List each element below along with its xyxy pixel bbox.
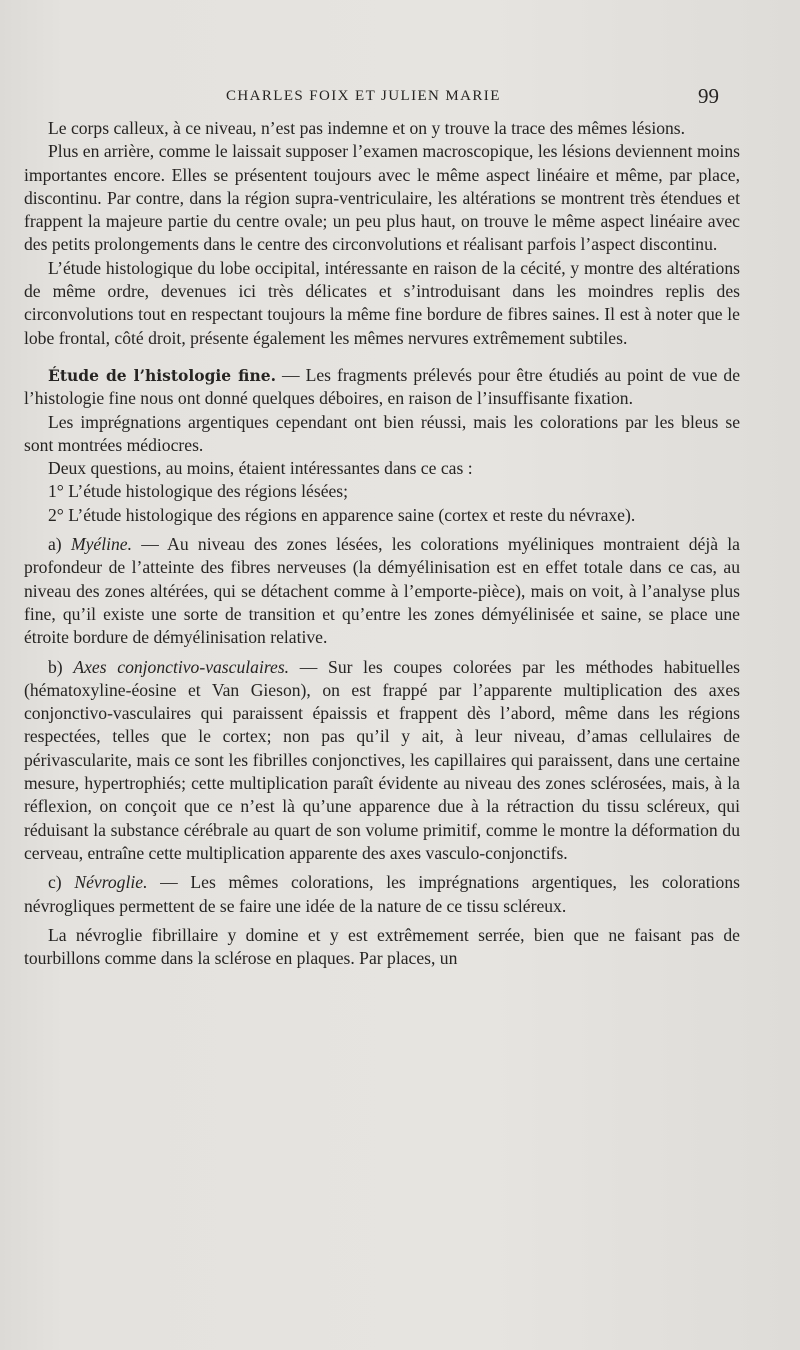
- paragraph-text: — Sur les coupes colorées par les méthodes habituelles (hématoxyline-éosine et Van Gieson), on est frappé par l’apparente multiplication des axes conjonctivo-vasculaires qui paraissent épaissis et frappent dès l’abord, même dans les régions respectées, telles que le cortex; non pas qu’il y ait, à leur niveau, d’amas cellulaires de périvascularite, mais ce sont les fibrilles conjonctives, les capillaires qui paraissent, dans une certaine mesure, hypertrophiés; cette multiplication paraît évidente au niveau des zones sclérosées, mais, à la réflexion, on conçoit que ce n’est là qu’une apparence due à la rétraction du tissu scléreux, qui réduisant la substance cérébrale au quart de son volume primitif, comme le montre la déformation du cerveau, entraîne cette multiplication apparente des axes vasculo-conjonctifs.: [24, 656, 740, 863]
- section-heading: Étude de l’histologie fine.: [48, 365, 276, 385]
- paragraph-text: — Les mêmes colorations, les imprégnations argentiques, les colorations névrogliques permettent de se faire une idée de la nature de ce tissu scléreux.: [24, 872, 740, 916]
- paragraph: Deux questions, au moins, étaient intéressantes dans ce cas :: [48, 458, 473, 479]
- paragraph-text: — Les fragments prélevés pour être étudiés au point de vue de l’histologie fine nous ont donné quelques déboires, en raison de l’insuffisante fixation.: [24, 364, 741, 409]
- paragraph-nevroglie: [24, 871, 740, 918]
- page-number: 99: [698, 84, 719, 108]
- running-title: CHARLES FOIX ET JULIEN MARIE: [226, 88, 501, 104]
- paragraph: Les imprégnations argentiques cependant ont bien réussi, mais les colorations par les bleus se sont montrées médiocres.: [24, 411, 740, 455]
- paragraph-axes: [24, 656, 740, 866]
- paragraph-section-heading: [24, 364, 740, 411]
- paragraph: L’étude histologique du lobe occipital, intéressante en raison de la cécité, y montre des altérations de même ordre, devenues ici très délicates et s’introduisant dans les moindres replis des circonvolutions tout en respectant toujours la même fine bordure de fibres saines. Il est à noter que le lobe frontal, côté droit, présente également les mêmes nervures extrêmement subtiles.: [24, 257, 740, 348]
- body-text: [24, 117, 740, 970]
- running-header: [0, 86, 800, 110]
- paragraph: Le corps calleux, à ce niveau, n’est pas indemne et on y trouve la trace des mêmes lésions.: [48, 118, 686, 138]
- enumeration-item: 1° L’étude histologique des régions lésées;: [48, 481, 349, 502]
- paragraph-myeline: [24, 533, 740, 649]
- item-label: Myéline.: [70, 534, 132, 555]
- item-prefix: a): [48, 534, 71, 555]
- enumeration-item: 2° L’étude histologique des régions en apparence saine (cortex et reste du névraxe).: [48, 504, 636, 525]
- paragraph: Plus en arrière, comme le laissait supposer l’examen macroscopique, les lésions deviennent moins importantes encore. Elles se présentent toujours avec le même aspect linéaire et même, par place, discontinu. Par contre, dans la région supra-ventriculaire, les altérations se montrent très étendues et frappent la majeure partie du centre ovale; un peu plus haut, on trouve le même aspect linéaire avec des petits prolongements dans le centre des circonvolutions et réalisant parfois l’aspect discontinu.: [24, 141, 740, 255]
- item-label: Axes conjonctivo-vasculaires.: [73, 656, 290, 677]
- section-gap: [24, 350, 740, 364]
- item-prefix: b): [48, 656, 74, 677]
- item-label: Névroglie.: [74, 872, 148, 893]
- paragraph-text: — Au niveau des zones lésées, les colorations myéliniques montraient déjà la profondeur de l’atteinte des fibres nerveuses (la démyélinisation est en effet totale dans ce cas, au niveau des zones altérées, qui se détachent comme à l’emporte-pièce), mais on voit, à l’analyse plus fine, qu’il existe une sorte de transition et qu’entre les zones démyélinisée et saine, se place une étroite bordure de démyélinisation relative.: [24, 534, 740, 648]
- paragraph: La névroglie fibrillaire y domine et y est extrêmement serrée, bien que ne faisant pas de tourbillons comme dans la sclérose en plaques. Par places, un: [24, 924, 740, 969]
- item-prefix: c): [48, 872, 75, 893]
